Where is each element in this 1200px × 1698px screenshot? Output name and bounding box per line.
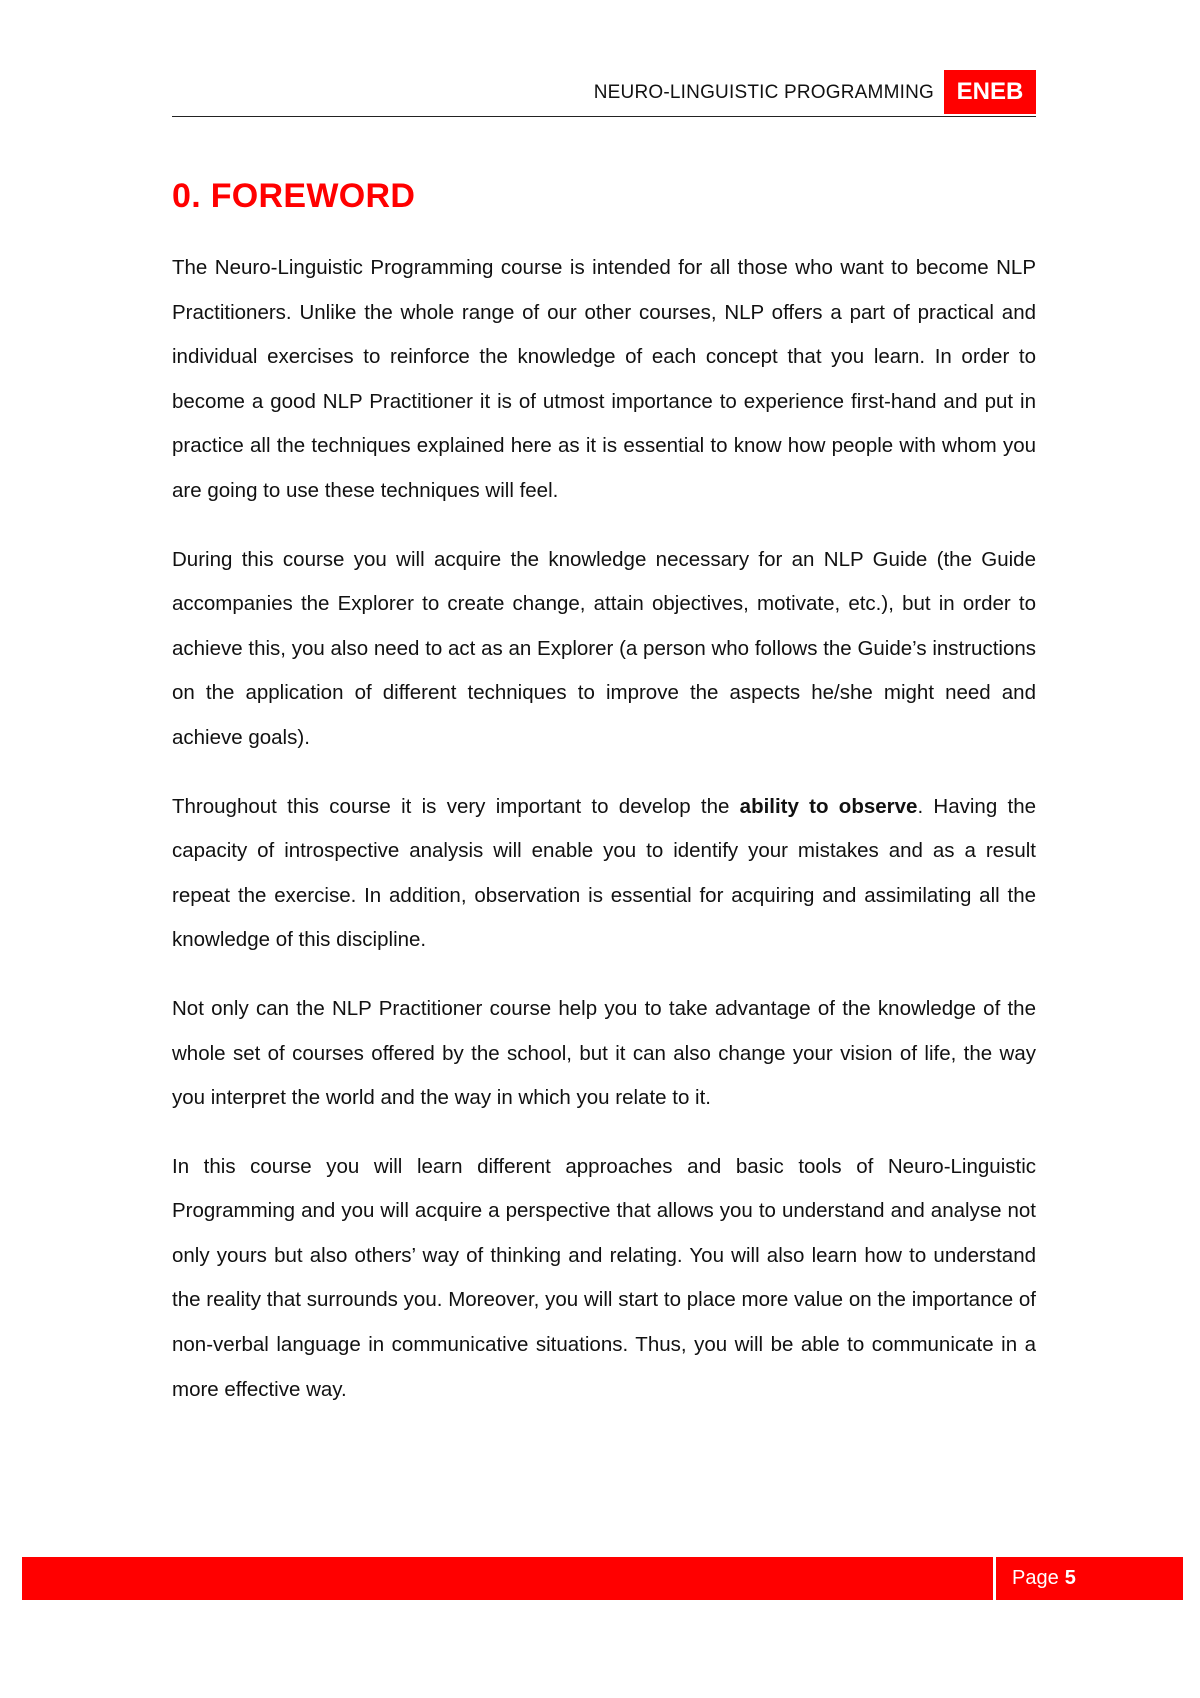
paragraph-observation-end: . Having the capacity of introspective analysis will enable you to identify your mistakes and as a result repeat the exercise. In addition, observation is essential for acquiring and assimilating all the knowledge of this discipline. [172, 794, 1036, 952]
section-heading: 0. FOREWORD [172, 177, 416, 215]
paragraph-observation [172, 785, 1036, 963]
paragraph-intro: The Neuro-Linguistic Programming course is intended for all those who want to become NLP Practitioners. Unlike the whole range of our other courses, NLP offers a part of practical and individual exercises to reinforce the knowledge of each concept that you learn. In order to become a good NLP Practitioner it is of utmost importance to experience first-hand and put in practice all the techniques explained here as it is essential to know how people with whom you are going to use these techniques will feel. [172, 256, 1036, 502]
paragraph-vision: Not only can the NLP Practitioner course help you to take advantage of the knowledge of the whole set of courses offered by the school, but it can also change your vision of life, the way you interpret the world and the way in which you relate to it. [172, 996, 1036, 1110]
paragraph-guide-explorer: During this course you will acquire the knowledge necessary for an NLP Guide (the Guide accompanies the Explorer to create change, attain objectives, motivate, etc.), but in order to achieve this, you also need to act as an Explorer (a person who follows the Guide’s instructions on the application of different techniques to improve the aspects he/she might need and achieve goals). [172, 547, 1036, 749]
header-title: NEURO-LINGUISTIC PROGRAMMING [593, 82, 934, 103]
page-number: 5 [1064, 1567, 1076, 1589]
page-label: Page [1012, 1567, 1059, 1589]
paragraph-observation-start: Throughout this course it is very important to develop the [172, 794, 740, 818]
emphasis-ability-to-observe: ability to observe [739, 794, 918, 818]
header-badge: ENEB [944, 70, 1036, 114]
paragraph-approaches: In this course you will learn different approaches and basic tools of Neuro-Linguistic Programming and you will acquire a perspective that allows you to understand and analyse not only yours but also others’ way of thinking and relating. You will also learn how to understand the reality that surrounds you. Moreover, you will start to place more value on the importance of non-verbal language in communicative situations. Thus, you will be able to communicate in a more effective way. [172, 1154, 1036, 1401]
page-number-box [993, 1557, 1183, 1600]
page-content [172, 172, 1036, 1436]
page-header [172, 68, 1036, 117]
footer-bar [22, 1557, 1183, 1600]
